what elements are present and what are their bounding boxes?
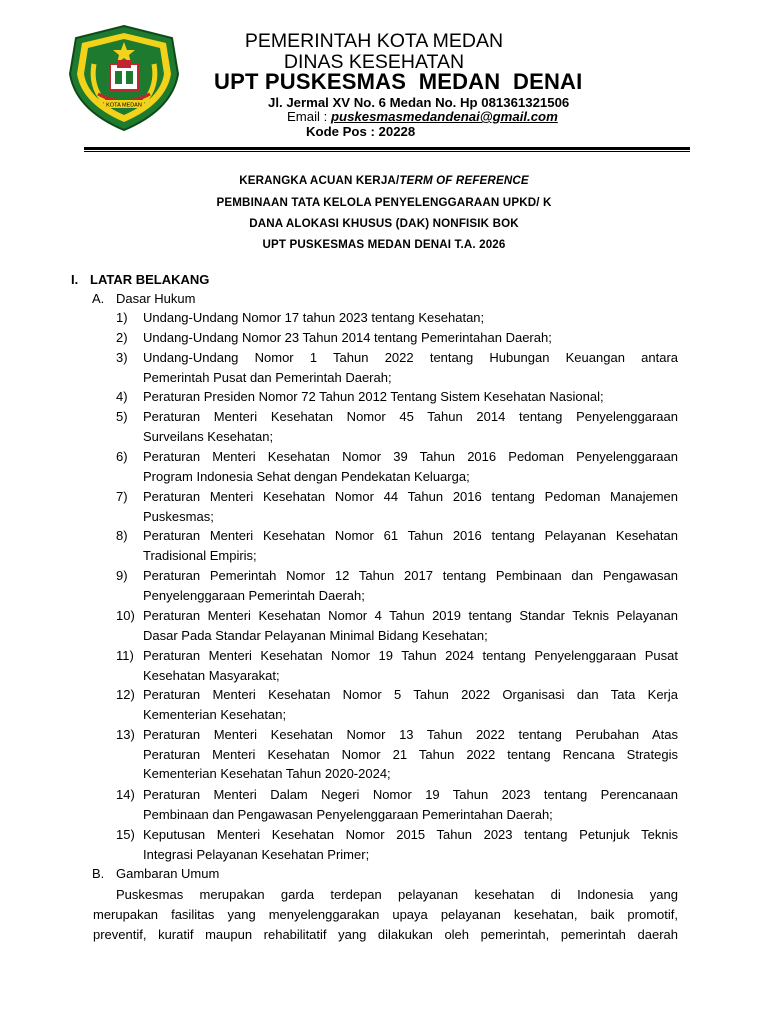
list-item: [116, 387, 678, 407]
list-item-text: Kesehatan Masyarakat;: [143, 667, 280, 683]
list-item-text: Peraturan Menteri Dalam Negeri Nomor 19 Tahun 2023 tentang Perencanaan: [143, 787, 678, 802]
list-item: [116, 526, 678, 565]
email-label: Email :: [287, 109, 331, 124]
list-item-number: 1): [116, 310, 128, 325]
list-item: [116, 606, 678, 645]
list-item: [116, 725, 678, 784]
document-title-line1: [0, 174, 768, 187]
list-item-text: Surveilans Kesehatan;: [143, 428, 274, 444]
list-item: [116, 308, 678, 328]
list-item-number: 6): [116, 449, 128, 464]
list-item-text: Tradisional Empiris;: [143, 547, 257, 563]
subsection-a-heading: Dasar Hukum: [116, 291, 196, 306]
header-government: PEMERINTAH KOTA MEDAN: [244, 30, 504, 52]
list-item-number: 2): [116, 330, 128, 345]
paragraph-line: preventif, kuratif maupun rehabilitatif yang dilakukan oleh pemerintah, pemerintah daerah: [93, 927, 678, 942]
list-item-text: Kementerian Kesehatan;: [143, 706, 287, 722]
list-item-text: Program Indonesia Sehat dengan Pendekatan Keluarga;: [143, 468, 470, 484]
list-item-number: 11): [116, 648, 134, 663]
list-item-number: 12): [116, 687, 135, 702]
list-item-number: 10): [116, 608, 135, 623]
header-postal-code: Kode Pos : 20228: [306, 124, 416, 139]
list-item: [116, 646, 678, 685]
list-item-text: Undang-Undang Nomor 17 tahun 2023 tentang Kesehatan;: [143, 310, 485, 325]
list-item-text: Undang-Undang Nomor 23 Tahun 2014 tentang Pemerintahan Daerah;: [143, 330, 552, 345]
list-item-text: Dasar Pada Standar Pelayanan Minimal Bidang Kesehatan;: [143, 627, 488, 643]
list-item: [116, 785, 678, 824]
list-item: [116, 566, 678, 605]
list-item-text: Peraturan Menteri Kesehatan Nomor 45 Tahun 2014 tentang Penyelenggaraan: [143, 409, 678, 424]
section-heading: LATAR BELAKANG: [90, 272, 210, 287]
general-overview-paragraph: [93, 885, 678, 945]
list-item-text: Integrasi Pelayanan Kesehatan Primer;: [143, 846, 370, 862]
document-title-line2: PEMBINAAN TATA KELOLA PENYELENGGARAAN UPKD/ K: [216, 196, 552, 209]
document-title-line3: DANA ALOKASI KHUSUS (DAK) NONFISIK BOK: [249, 217, 519, 230]
subsection-a-label: A.: [92, 291, 105, 306]
list-item: [116, 328, 678, 348]
letterhead-rule-thin: [84, 151, 690, 152]
list-item-number: 5): [116, 409, 128, 424]
list-item-number: 9): [116, 568, 128, 583]
list-item-text: Peraturan Menteri Kesehatan Nomor 4 Tahun 2019 tentang Standar Teknis Pelayanan: [143, 608, 678, 623]
list-item-text: Penyelenggaraan Pemerintah Daerah;: [143, 587, 365, 603]
subsection-b-label: B.: [92, 866, 105, 881]
list-item-number: 15): [116, 827, 135, 842]
letterhead-rule-thick: [84, 147, 690, 150]
list-item-text: Keputusan Menteri Kesehatan Nomor 2015 Tahun 2023 tentang Petunjuk Teknis: [143, 827, 678, 842]
list-item-number: 13): [116, 727, 135, 742]
email-link[interactable]: puskesmasmedandenai@gmail.com: [330, 109, 558, 124]
subsection-b-heading: Gambaran Umum: [116, 866, 220, 881]
list-item: [116, 685, 678, 724]
section-number: I.: [71, 272, 79, 287]
list-item: [116, 825, 678, 864]
list-item-text: Peraturan Menteri Kesehatan Nomor 19 Tahun 2024 tentang Penyelenggaraan Pusat: [143, 648, 678, 663]
paragraph-line: merupakan fasilitas yang menyelenggarakan upaya pelayanan kesehatan, baik promotif,: [93, 907, 678, 922]
list-item-number: 3): [116, 350, 128, 365]
list-item-text: Peraturan Presiden Nomor 72 Tahun 2012 Tentang Sistem Kesehatan Nasional;: [143, 389, 604, 404]
list-item-text: Peraturan Menteri Kesehatan Nomor 61 Tahun 2016 tentang Pelayanan Kesehatan: [143, 528, 678, 543]
list-item-text: Puskesmas;: [143, 508, 214, 524]
list-item: [116, 487, 678, 526]
list-item-number: 8): [116, 528, 128, 543]
list-item-number: 4): [116, 389, 128, 404]
list-item-text: Kementerian Kesehatan Tahun 2020-2024;: [143, 766, 391, 782]
list-item-number: 7): [116, 489, 128, 504]
header-address: Jl. Jermal XV No. 6 Medan No. Hp 081361321506: [268, 95, 570, 110]
kota-medan-emblem: [68, 24, 180, 132]
title-kak: KERANGKA ACUAN KERJA/: [239, 174, 400, 187]
header-institution: UPT PUSKESMAS MEDAN DENAI: [214, 69, 583, 94]
list-item-text: Peraturan Menteri Kesehatan Nomor 5 Tahun 2022 Organisasi dan Tata Kerja: [143, 687, 678, 702]
title-tor: TERM OF REFERENCE: [399, 174, 529, 187]
list-item-text: Pemerintah Pusat dan Pemerintah Daerah;: [143, 369, 392, 385]
list-item-text: Peraturan Menteri Kesehatan Nomor 21 Tahun 2022 tentang Rencana Strategis: [143, 746, 678, 762]
list-item: [116, 407, 678, 446]
list-item: [116, 348, 678, 387]
list-item: [116, 447, 678, 486]
list-item-text: Undang-Undang Nomor 1 Tahun 2022 tentang Hubungan Keuangan antara: [143, 350, 678, 365]
list-item-text: Peraturan Pemerintah Nomor 12 Tahun 2017 tentang Pembinaan dan Pengawasan: [143, 568, 678, 583]
document-title-line4: UPT PUSKESMAS MEDAN DENAI T.A. 2026: [262, 238, 506, 251]
list-item-number: 14): [116, 787, 135, 802]
header-email-line: [287, 109, 558, 124]
list-item-text: Peraturan Menteri Kesehatan Nomor 44 Tahun 2016 tentang Pedoman Manajemen: [143, 489, 678, 504]
list-item-text: Peraturan Menteri Kesehatan Nomor 39 Tahun 2016 Pedoman Penyelenggaraan: [143, 449, 678, 464]
list-item-text: Pembinaan dan Pengawasan Penyelenggaraan Pemerintahan Daerah;: [143, 806, 553, 822]
paragraph-line: Puskesmas merupakan garda terdepan pelayanan kesehatan di Indonesia yang: [116, 887, 678, 902]
header-department: DINAS KESEHATAN: [283, 51, 465, 73]
list-item-text: Peraturan Menteri Kesehatan Nomor 13 Tahun 2022 tentang Perubahan Atas: [143, 727, 678, 742]
svg-text:KOTA MEDAN: KOTA MEDAN: [106, 102, 142, 109]
